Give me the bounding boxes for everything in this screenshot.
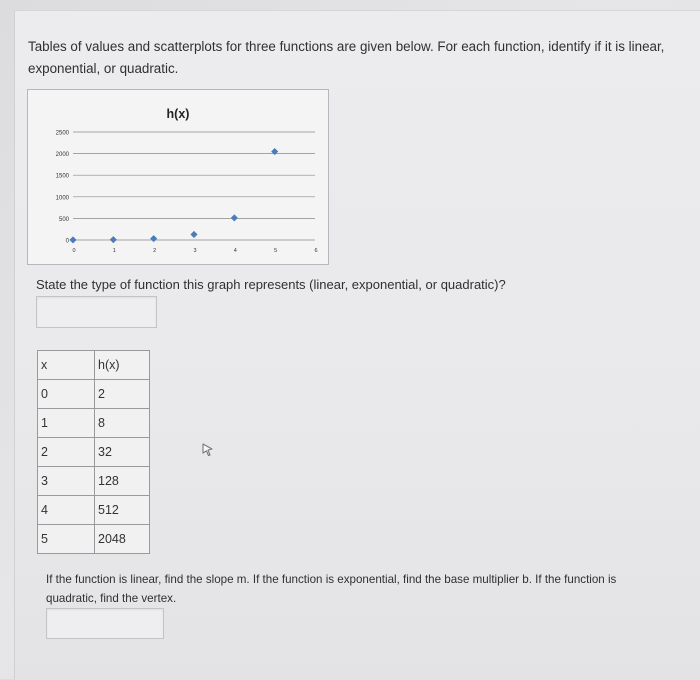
table-header-x: x: [38, 351, 95, 380]
x-tick-label: 4: [233, 248, 237, 254]
table-cell-x: 1: [38, 409, 95, 438]
table-row: [38, 438, 150, 467]
table-row: [38, 467, 150, 496]
table-cell-x: 3: [38, 467, 95, 496]
table-cell-x: 0: [38, 380, 95, 409]
values-table: [37, 350, 150, 554]
question-1-text: State the type of function this graph represents (linear, exponential, or quadratic)?: [36, 277, 506, 292]
table-cell-h: 512: [95, 496, 150, 525]
y-tick-label: 0: [65, 238, 69, 245]
table-cell-x: 5: [38, 525, 95, 554]
scatter-chart: [27, 89, 329, 265]
y-tick-label: 500: [58, 216, 69, 223]
base-multiplier-answer-input[interactable]: [46, 608, 164, 639]
y-tick-label: 1000: [55, 195, 69, 202]
table-cell-h: 8: [95, 409, 150, 438]
x-tick-label: 2: [153, 248, 157, 254]
table-cell-h: 2048: [95, 525, 150, 554]
data-point: [110, 236, 117, 243]
table-cell-h: 2: [95, 380, 150, 409]
table-cell-x: 4: [38, 496, 95, 525]
table-row: [38, 525, 150, 554]
chart-title: h(x): [166, 107, 190, 121]
table-row: [38, 380, 150, 409]
table-row: [38, 496, 150, 525]
y-tick-label: 2500: [55, 130, 69, 137]
x-tick-label: 3: [193, 248, 197, 254]
x-tick-label: 0: [72, 248, 76, 254]
table-header-row: [38, 351, 150, 380]
function-type-answer-input[interactable]: [36, 296, 157, 328]
table-cell-h: 128: [95, 467, 150, 496]
question-2-text: If the function is linear, find the slope m. If the function is exponential, find the base multiplier b. If the function is quadratic, find the vertex.: [46, 573, 617, 605]
table-cell-x: 2: [38, 438, 95, 467]
mouse-pointer-icon: [201, 442, 215, 458]
instructions-text: Tables of values and scatterplots for three functions are given below. For each function, identify if it is linear, exponential, or quadratic.: [28, 39, 665, 76]
y-tick-label: 2000: [55, 152, 69, 159]
data-point: [70, 237, 77, 244]
data-point: [191, 231, 198, 238]
table-cell-h: 32: [95, 438, 150, 467]
table-header-h: h(x): [95, 351, 150, 380]
x-tick-label: 5: [274, 248, 278, 254]
chart-svg: [28, 90, 328, 264]
data-point: [231, 215, 238, 222]
x-tick-label: 1: [112, 248, 116, 254]
x-tick-label: 6: [314, 248, 318, 254]
y-tick-label: 1500: [55, 173, 69, 180]
table-row: [38, 409, 150, 438]
data-point: [150, 235, 157, 242]
